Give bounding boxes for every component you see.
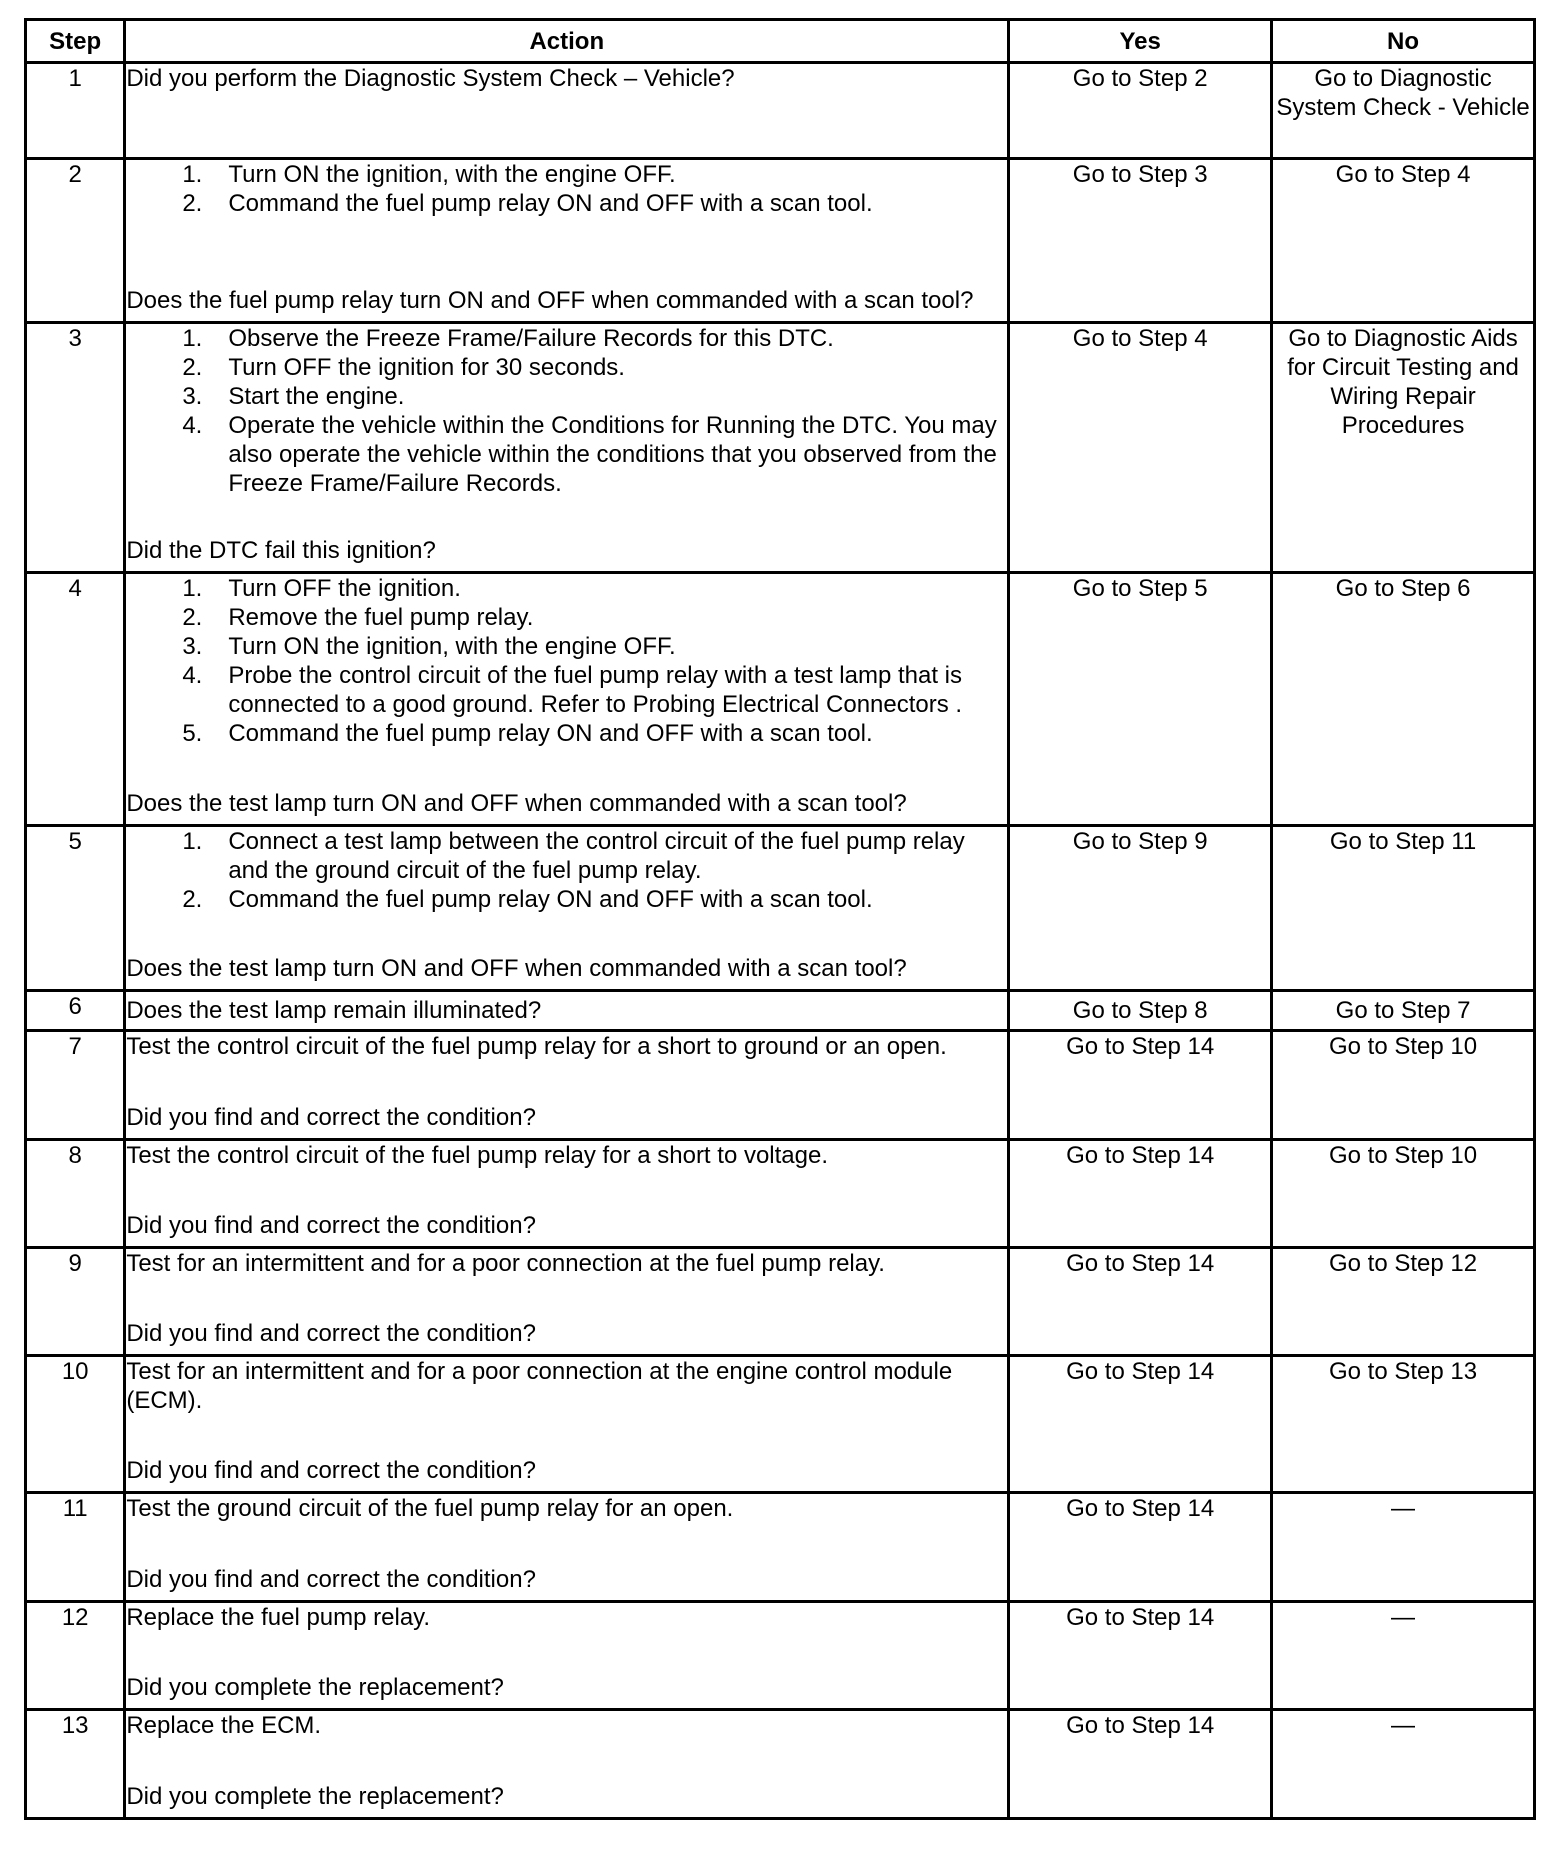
action-cell [125,1140,1009,1248]
table-row [26,323,1535,573]
step-number: 9 [26,1248,125,1356]
step-number: 1 [26,63,125,159]
no-result: Go to Step 13 [1272,1356,1535,1493]
yes-result: Go to Step 14 [1009,1493,1272,1602]
substep-number: 2. [182,190,203,217]
action-content [126,1603,1007,1702]
substep-number: 2. [182,886,203,913]
no-result: Go to Step 10 [1272,1140,1535,1248]
substep-item [126,353,1007,382]
action-instruction: Test the ground circuit of the fuel pump relay for an open. [126,1495,734,1522]
header-yes: Yes [1009,20,1272,63]
substep-item [126,411,1007,498]
action-top [126,1494,1007,1523]
table-row [26,1140,1535,1248]
substep-item [126,719,1007,748]
table-body [26,63,1535,1819]
substep-text: Probe the control circuit of the fuel pump relay with a test lamp that is connected to a good ground. Refer to Probing Electrical Connectors . [228,662,963,718]
action-top [126,160,1007,218]
action-question: Does the test lamp turn ON and OFF when commanded with a scan tool? [126,790,907,817]
action-question: Does the fuel pump relay turn ON and OFF when commanded with a scan tool? [126,287,974,314]
substep-item [126,160,1007,189]
action-content [126,1494,1007,1594]
action-content [126,64,1007,151]
action-question: Did the DTC fail this ignition? [126,537,436,564]
no-result: — [1272,1710,1535,1819]
action-content [126,1032,1007,1132]
action-top [126,574,1007,748]
action-content [126,1141,1007,1240]
header-step: Step [26,20,125,63]
diagnostic-table [24,18,1536,1820]
table-row [26,63,1535,159]
action-cell [125,1248,1009,1356]
action-instruction: Did you perform the Diagnostic System Check – Vehicle? [126,65,735,92]
action-question: Did you find and correct the condition? [126,1457,536,1484]
action-cell [125,159,1009,323]
no-result: Go to Step 12 [1272,1248,1535,1356]
substep-number: 2. [182,604,203,631]
step-number: 11 [26,1493,125,1602]
action-top [126,1357,1007,1415]
diagnostic-page [24,18,1536,1820]
substep-item [126,632,1007,661]
action-instruction: Replace the ECM. [126,1712,322,1739]
substep-item [126,382,1007,411]
substep-text: Start the engine. [228,383,405,410]
step-number: 12 [26,1602,125,1710]
yes-result: Go to Step 8 [1009,991,1272,1031]
action-cell [125,1493,1009,1602]
action-top [126,324,1007,498]
action-content [126,160,1007,315]
step-number: 8 [26,1140,125,1248]
no-result: Go to Step 11 [1272,826,1535,991]
substep-item [126,324,1007,353]
table-row [26,1356,1535,1493]
substep-item [126,603,1007,632]
substep-number: 3. [182,633,203,660]
substep-list [126,324,1007,498]
substep-item [126,574,1007,603]
yes-result: Go to Step 9 [1009,826,1272,991]
action-instruction: Test the control circuit of the fuel pump relay for a short to ground or an open. [126,1033,947,1060]
step-number: 5 [26,826,125,991]
header-row [26,20,1535,63]
yes-result: Go to Step 3 [1009,159,1272,323]
no-result: — [1272,1493,1535,1602]
action-instruction: Replace the fuel pump relay. [126,1604,431,1631]
no-result: Go to Step 7 [1272,991,1535,1031]
no-result: Go to Diagnostic Aids for Circuit Testing and Wiring Repair Procedures [1272,323,1535,573]
substep-list [126,160,1007,218]
action-content [126,1249,1007,1348]
action-cell [125,1602,1009,1710]
action-top [126,1603,1007,1632]
table-row [26,159,1535,323]
action-content [126,1357,1007,1485]
table-row [26,1248,1535,1356]
action-content [126,996,1007,1025]
action-top [126,64,1007,93]
action-cell [125,1031,1009,1140]
substep-text: Turn ON the ignition, with the engine OFF. [228,161,676,188]
action-instruction: Test for an intermittent and for a poor connection at the engine control module (ECM). [126,1358,953,1414]
table-row [26,1493,1535,1602]
action-cell [125,323,1009,573]
substep-number: 3. [182,383,203,410]
action-question: Did you find and correct the condition? [126,1320,536,1347]
substep-text: Operate the vehicle within the Conditions for Running the DTC. You may also operate the vehicle within the conditions that you observed from the Freeze Frame/Failure Records. [228,412,997,497]
step-number: 4 [26,573,125,826]
no-result: Go to Step 10 [1272,1031,1535,1140]
substep-number: 1. [182,575,203,602]
header-no: No [1272,20,1535,63]
substep-text: Command the fuel pump relay ON and OFF with a scan tool. [228,190,873,217]
substep-item [126,189,1007,218]
step-number: 3 [26,323,125,573]
substep-number: 1. [182,161,203,188]
action-top [126,1711,1007,1740]
substep-number: 1. [182,828,203,855]
table-row [26,1710,1535,1819]
substep-number: 4. [182,662,203,689]
action-cell [125,63,1009,159]
table-row [26,573,1535,826]
action-instruction: Does the test lamp remain illuminated? [126,997,542,1024]
yes-result: Go to Step 5 [1009,573,1272,826]
action-content [126,1711,1007,1811]
action-question: Did you complete the replacement? [126,1674,504,1701]
action-question: Did you find and correct the condition? [126,1212,536,1239]
step-number: 2 [26,159,125,323]
substep-number: 2. [182,354,203,381]
substep-item [126,827,1007,885]
no-result: Go to Step 6 [1272,573,1535,826]
substep-text: Turn ON the ignition, with the engine OFF. [228,633,676,660]
action-question: Does the test lamp turn ON and OFF when commanded with a scan tool? [126,955,907,982]
substep-text: Connect a test lamp between the control circuit of the fuel pump relay and the ground circuit of the fuel pump relay. [228,828,965,884]
action-cell [125,573,1009,826]
header-action: Action [125,20,1009,63]
substep-number: 4. [182,412,203,439]
action-question: Did you complete the replacement? [126,1783,504,1810]
step-number: 7 [26,1031,125,1140]
action-instruction: Test for an intermittent and for a poor connection at the fuel pump relay. [126,1250,885,1277]
action-top [126,827,1007,914]
action-top [126,1032,1007,1061]
substep-text: Remove the fuel pump relay. [228,604,534,631]
table-row [26,1602,1535,1710]
action-cell [125,1356,1009,1493]
action-content [126,324,1007,565]
substep-number: 1. [182,325,203,352]
yes-result: Go to Step 14 [1009,1248,1272,1356]
substep-text: Command the fuel pump relay ON and OFF with a scan tool. [228,720,873,747]
yes-result: Go to Step 14 [1009,1710,1272,1819]
step-number: 6 [26,991,125,1031]
substep-list [126,574,1007,748]
step-number: 13 [26,1710,125,1819]
action-top [126,1249,1007,1278]
no-result: Go to Step 4 [1272,159,1535,323]
action-question: Did you find and correct the condition? [126,1104,536,1131]
table-row [26,1031,1535,1140]
yes-result: Go to Step 4 [1009,323,1272,573]
table-row [26,991,1535,1031]
yes-result: Go to Step 14 [1009,1602,1272,1710]
action-content [126,827,1007,983]
substep-item [126,885,1007,914]
substep-text: Turn OFF the ignition for 30 seconds. [228,354,625,381]
action-top [126,996,1007,1025]
substep-list [126,827,1007,914]
action-content [126,574,1007,818]
substep-text: Turn OFF the ignition. [228,575,461,602]
no-result: — [1272,1602,1535,1710]
action-cell [125,1710,1009,1819]
yes-result: Go to Step 2 [1009,63,1272,159]
substep-text: Observe the Freeze Frame/Failure Records for this DTC. [228,325,834,352]
step-number: 10 [26,1356,125,1493]
substep-number: 5. [182,720,203,747]
no-result: Go to Diagnostic System Check - Vehicle [1272,63,1535,159]
table-row [26,826,1535,991]
action-question: Did you find and correct the condition? [126,1566,536,1593]
action-cell [125,826,1009,991]
yes-result: Go to Step 14 [1009,1356,1272,1493]
substep-item [126,661,1007,719]
yes-result: Go to Step 14 [1009,1140,1272,1248]
yes-result: Go to Step 14 [1009,1031,1272,1140]
action-cell [125,991,1009,1031]
action-instruction: Test the control circuit of the fuel pump relay for a short to voltage. [126,1142,829,1169]
substep-text: Command the fuel pump relay ON and OFF with a scan tool. [228,886,873,913]
action-top [126,1141,1007,1170]
